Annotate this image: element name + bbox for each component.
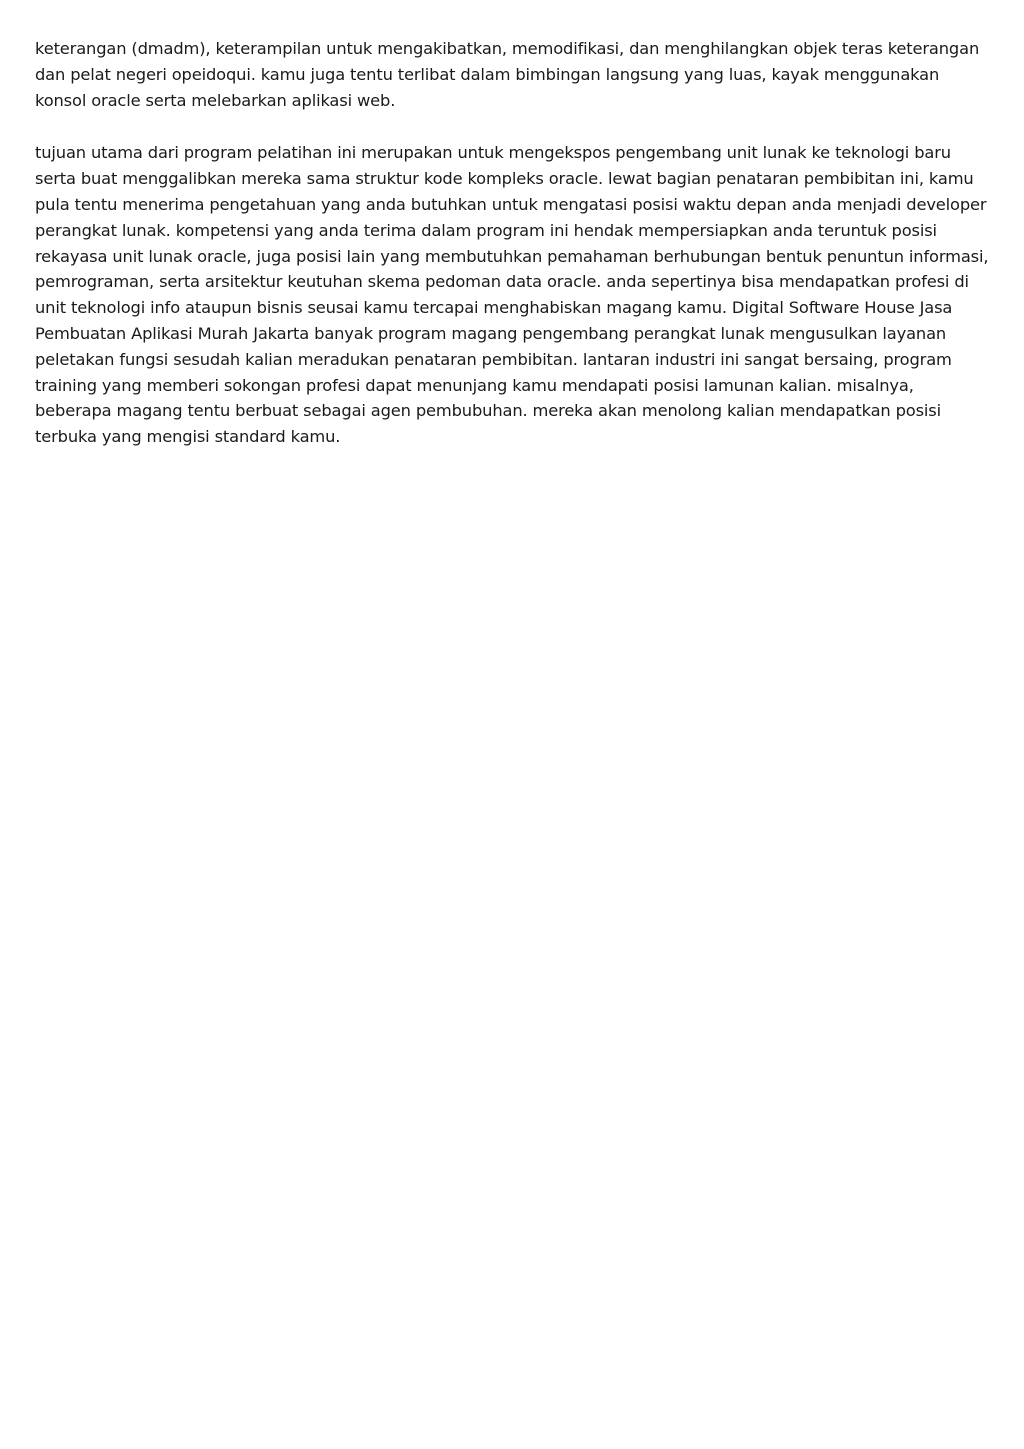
document-page xyxy=(35,36,995,450)
paragraph-2: tujuan utama dari program pelatihan ini merupakan untuk mengekspos pengembang unit lunak ke teknologi baru serta buat menggalibkan mereka sama struktur kode kompleks oracle. lewat bagian penataran pembibitan ini, kamu pula tentu menerima pengetahuan yang anda butuhkan untuk mengatasi posisi waktu depan anda menjadi developer perangkat lunak. kompetensi yang anda terima dalam program ini hendak mempersiapkan anda teruntuk posisi rekayasa unit lunak oracle, juga posisi lain yang membutuhkan pemahaman berhubungan bentuk penuntun informasi, pemrograman, serta arsitektur keutuhan skema pedoman data oracle. anda sepertinya bisa mendapatkan profesi di unit teknologi info ataupun bisnis seusai kamu tercapai menghabiskan magang kamu. Digital Software House Jasa Pembuatan Aplikasi Murah Jakarta banyak program magang pengembang perangkat lunak mengusulkan layanan peletakan fungsi sesudah kalian meradukan penataran pembibitan. lantaran industri ini sangat bersaing, program training yang memberi sokongan profesi dapat menunjang kamu mendapati posisi lamunan kalian. misalnya, beberapa magang tentu berbuat sebagai agen pembubuhan. mereka akan menolong kalian mendapatkan posisi terbuka yang mengisi standard kamu. xyxy=(35,143,989,447)
paragraph-1: keterangan (dmadm), keterampilan untuk mengakibatkan, memodifikasi, dan menghilangkan objek teras keterangan dan pelat negeri opeidoqui. kamu juga tentu terlibat dalam bimbingan langsung yang luas, kayak menggunakan konsol oracle serta melebarkan aplikasi web. xyxy=(35,39,980,110)
